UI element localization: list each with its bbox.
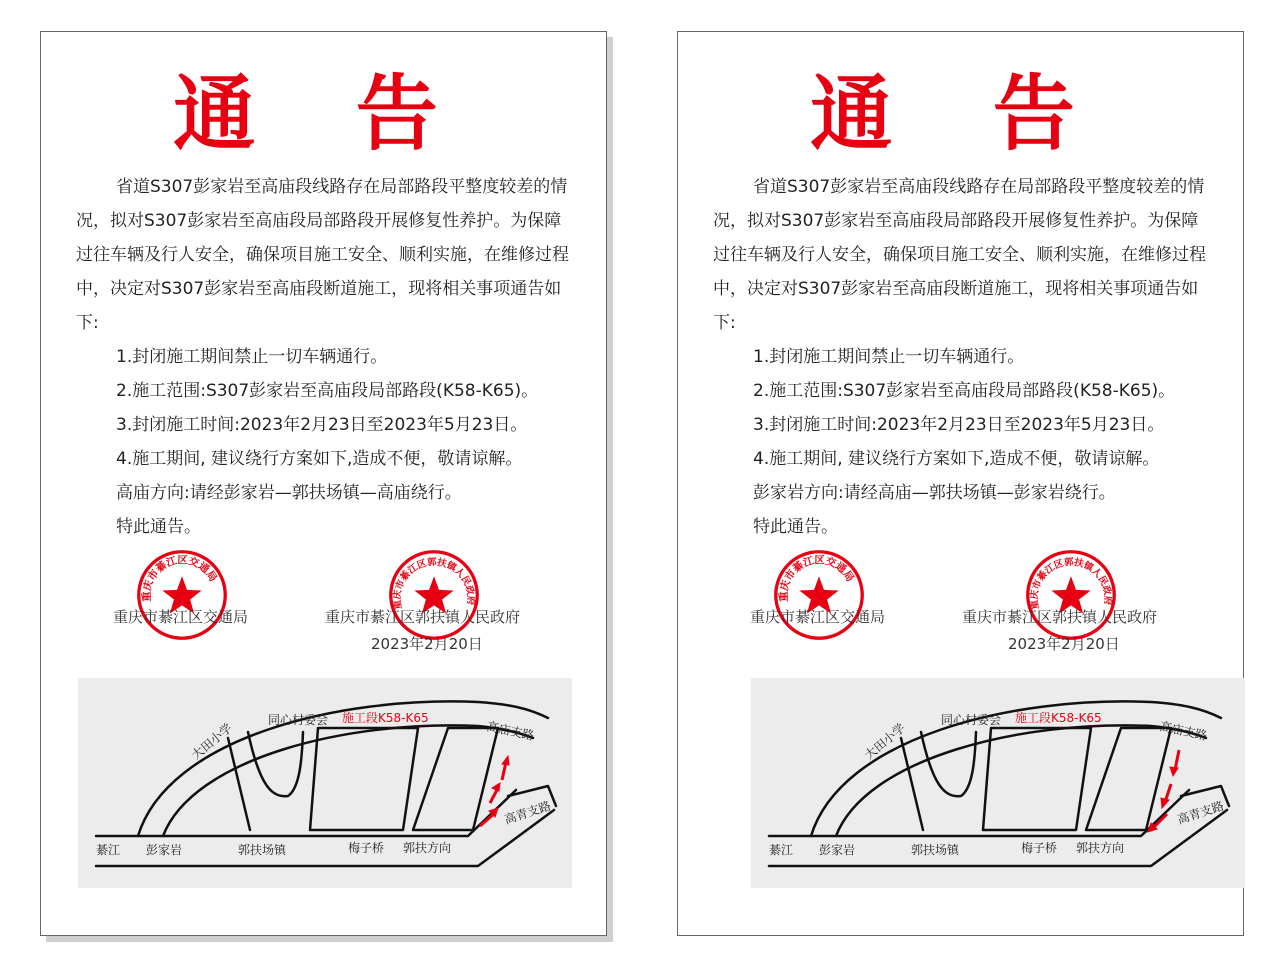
notice-title: 通 告 <box>810 67 1111 162</box>
closing-text: 特此通告。 <box>753 517 838 537</box>
map-label-gaomiao-road: 高庙支路 <box>1158 719 1209 743</box>
transport-bureau-seal <box>772 548 866 642</box>
notice-item: 1.封闭施工期间禁止一切车辆通行。 <box>753 347 1025 367</box>
notice-title: 通 告 <box>173 67 474 162</box>
map-label-qijiang: 綦江 <box>96 843 121 857</box>
notice-paragraph: 省道S307彭家岩至高庙段线路存在局部路段平整度较差的情况，拟对S307彭家岩至高庙段局部路段开展修复性养护。为保障过往车辆及行人安全，确保项目施工安全、顺利实施，在维修过程中，决定对S307彭家岩至高庙段断道施工，现将相关事项通告如下: <box>713 177 1206 333</box>
notice-date: 2023年2月20日 <box>371 635 483 653</box>
map-label-meizi-bridge: 梅子桥 <box>1021 841 1058 855</box>
notice-item: 2.施工范围:S307彭家岩至高庙段局部路段(K58-K65)。 <box>116 381 539 401</box>
notice-item: 2.施工范围:S307彭家岩至高庙段局部路段(K58-K65)。 <box>753 381 1176 401</box>
map-label-datian-school: 大田小学 <box>188 720 235 763</box>
notice-body <box>76 170 576 544</box>
map-label-construction-section: 施工段K58-K65 <box>1015 711 1102 725</box>
org-township-government: 重庆市綦江区郭扶镇人民政府 <box>325 608 521 626</box>
map-label-guofu-direction: 郭扶方向 <box>1076 841 1125 855</box>
map-label-meizi-bridge: 梅子桥 <box>348 841 385 855</box>
map-label-guofu-town: 郭扶场镇 <box>911 843 960 857</box>
map-label-tongxin-village: 同心村委会 <box>268 713 329 727</box>
map-label-guofu-town: 郭扶场镇 <box>238 843 287 857</box>
map-label-gaoqing-road: 高青支路 <box>502 798 553 827</box>
map-label-construction-section: 施工段K58-K65 <box>342 711 429 725</box>
map-label-gaoqing-road: 高青支路 <box>1175 798 1226 827</box>
detour-route: 高庙方向:请经彭家岩—郭扶场镇—高庙绕行。 <box>116 483 462 503</box>
map-label-pengjiayan: 彭家岩 <box>819 843 856 857</box>
notice-poster-right <box>677 31 1244 936</box>
notice-poster-left <box>40 31 607 936</box>
svg-text:重庆市綦江区郭扶镇人民政府: 重庆市綦江区郭扶镇人民政府 <box>391 556 476 611</box>
notice-item: 1.封闭施工期间禁止一切车辆通行。 <box>116 347 388 367</box>
notice-item: 4.施工期间, 建议绕行方案如下,造成不便，敬请谅解。 <box>116 449 523 469</box>
notice-body <box>713 170 1213 544</box>
transport-bureau-seal <box>135 548 229 642</box>
closing-text: 特此通告。 <box>116 517 201 537</box>
notice-item: 3.封闭施工时间:2023年2月23日至2023年5月23日。 <box>116 415 528 435</box>
notice-paragraph: 省道S307彭家岩至高庙段线路存在局部路段平整度较差的情况，拟对S307彭家岩至高庙段局部路段开展修复性养护。为保障过往车辆及行人安全，确保项目施工安全、顺利实施，在维修过程中，决定对S307彭家岩至高庙段断道施工，现将相关事项通告如下: <box>76 177 569 333</box>
detour-route: 彭家岩方向:请经高庙—郭扶场镇—彭家岩绕行。 <box>753 483 1116 503</box>
notice-item: 3.封闭施工时间:2023年2月23日至2023年5月23日。 <box>753 415 1165 435</box>
map-label-qijiang: 綦江 <box>769 843 794 857</box>
map-label-pengjiayan: 彭家岩 <box>146 843 183 857</box>
svg-text:重庆市綦江区郭扶镇人民政府: 重庆市綦江区郭扶镇人民政府 <box>1028 556 1113 611</box>
map-label-gaomiao-road: 高庙支路 <box>485 719 536 743</box>
svg-text:重庆市綦江区交通局: 重庆市綦江区交通局 <box>777 554 857 602</box>
notice-date: 2023年2月20日 <box>1008 635 1120 653</box>
org-transport-bureau: 重庆市綦江区交通局 <box>750 608 886 626</box>
svg-text:重庆市綦江区交通局: 重庆市綦江区交通局 <box>140 554 220 602</box>
detour-map <box>751 678 1245 888</box>
township-government-seal <box>387 548 481 642</box>
map-label-datian-school: 大田小学 <box>861 720 908 763</box>
detour-map <box>78 678 572 888</box>
map-label-tongxin-village: 同心村委会 <box>941 713 1002 727</box>
map-label-guofu-direction: 郭扶方向 <box>403 841 452 855</box>
org-township-government: 重庆市綦江区郭扶镇人民政府 <box>962 608 1158 626</box>
org-transport-bureau: 重庆市綦江区交通局 <box>113 608 249 626</box>
township-government-seal <box>1024 548 1118 642</box>
notice-item: 4.施工期间, 建议绕行方案如下,造成不便，敬请谅解。 <box>753 449 1160 469</box>
